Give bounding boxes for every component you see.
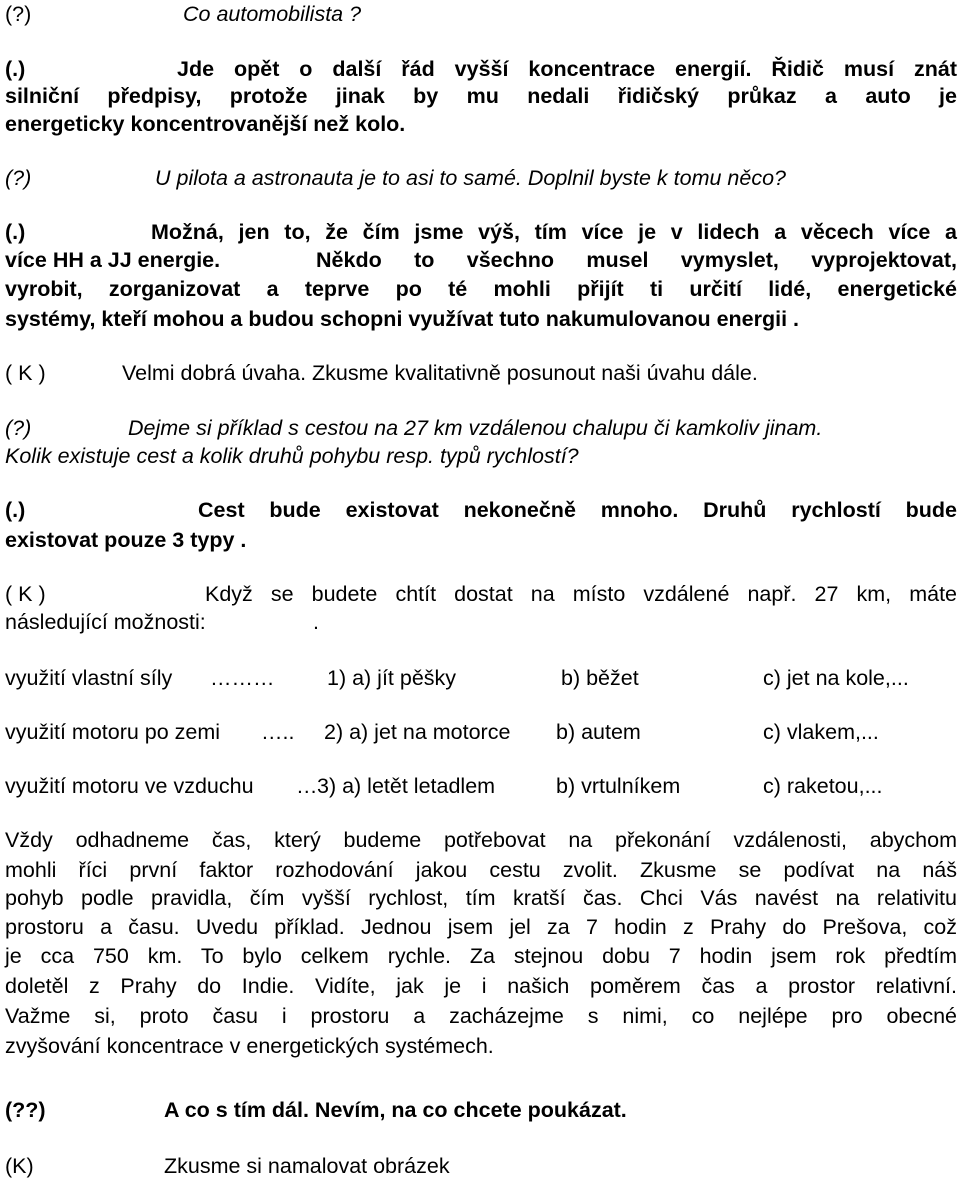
paragraph-line: Vždy odhadneme čas, který budeme potřebovat na překonání vzdálenosti, abychom xyxy=(5,828,957,852)
comment-line xyxy=(5,363,957,385)
answer-line xyxy=(5,250,957,272)
option-a: 3) a) letět letadlem xyxy=(317,774,496,798)
answer-text: Jde opět o další řád vyšší koncentrace energií. Řidič musí znát xyxy=(177,57,957,81)
answer-line: existovat pouze 3 typy . xyxy=(5,528,247,552)
answer-line: systémy, kteří mohou a budou schopni využívat tuto nakumulovanou energii . xyxy=(5,307,800,331)
question-text: U pilota a astronauta je to asi to samé. Doplnil byste k tomu něco? xyxy=(155,166,787,190)
question-line: Kolik existuje cest a kolik druhů pohybu resp. typů rychlostí? xyxy=(5,444,579,468)
paragraph-line: mohli říci první faktor rozhodování jakou cestu zvolit. Zkusme se podívat na náš xyxy=(5,858,957,882)
comment-line xyxy=(5,1156,957,1178)
option-row xyxy=(5,776,957,798)
option-b: b) běžet xyxy=(561,666,639,690)
answer-marker: (.) xyxy=(5,498,26,522)
option-label: využití motoru ve vzduchu xyxy=(5,774,254,798)
option-c: c) jet na kole,... xyxy=(763,666,909,690)
option-a: 2) a) jet na motorce xyxy=(324,720,511,744)
answer-marker: (.) xyxy=(5,57,26,81)
paragraph-line: prostoru a času. Uvedu příklad. Jednou jsem jel za 7 hodin z Prahy do Prešova, což xyxy=(5,915,957,939)
option-dots: … xyxy=(296,774,318,798)
comment-line xyxy=(5,584,957,606)
comment-text: . xyxy=(313,610,319,634)
question-marker: (?) xyxy=(5,166,32,190)
option-dots: ….. xyxy=(261,720,295,744)
comment-text: Když se budete chtít dostat na místo vzdálené např. 27 km, máte xyxy=(205,582,957,606)
question-text: Co automobilista ? xyxy=(183,2,362,26)
comment-marker: ( K ) xyxy=(5,361,46,385)
option-row xyxy=(5,668,957,690)
option-a: 1) a) jít pěšky xyxy=(327,666,457,690)
comment-marker: ( K ) xyxy=(5,582,46,606)
comment-text: Velmi dobrá úvaha. Zkusme kvalitativně posunout naši úvahu dále. xyxy=(122,361,758,385)
question-marker: (?) xyxy=(5,416,32,440)
option-label: využití vlastní síly xyxy=(5,666,173,690)
comment-line xyxy=(5,612,957,634)
option-b: b) autem xyxy=(556,720,641,744)
option-b: b) vrtulníkem xyxy=(556,774,681,798)
question-line xyxy=(5,168,957,190)
answer-line xyxy=(5,222,957,244)
question-marker: (??) xyxy=(5,1098,46,1122)
paragraph-line: Važme si, proto času i prostoru a zacházejme s nimi, co nejlépe pro obecné xyxy=(5,1004,957,1028)
question-text: Dejme si příklad s cestou na 27 km vzdálenou chalupu či kamkoliv jinam. xyxy=(128,416,823,440)
answer-line: vyrobit, zorganizovat a teprve po té mohli přijít ti určití lidé, energetické xyxy=(5,277,957,301)
option-c: c) raketou,... xyxy=(763,774,883,798)
question-line xyxy=(5,4,957,26)
answer-marker: (.) xyxy=(5,220,26,244)
paragraph-line: je cca 750 km. To bylo celkem rychle. Za stejnou dobu 7 hodin jsem rok předtím xyxy=(5,944,957,968)
question-text: A co s tím dál. Nevím, na co chcete poukázat. xyxy=(164,1098,627,1122)
comment-text: Zkusme si namalovat obrázek xyxy=(164,1154,450,1178)
answer-text: více HH a JJ energie. xyxy=(5,248,221,272)
answer-line xyxy=(5,59,957,81)
answer-text: Někdo to všechno musel vymyslet, vyprojektovat, xyxy=(316,248,957,272)
paragraph-line: doletěl z Prahy do Indie. Vidíte, jak je i našich poměrem čas a prostor relativní. xyxy=(5,974,957,998)
answer-text: Cest bude existovat nekonečně mnoho. Druhů rychlostí bude xyxy=(198,498,957,522)
question-marker: (?) xyxy=(5,2,32,26)
comment-text: následující možnosti: xyxy=(5,610,206,634)
paragraph-line: pohyb podle pravidla, čím vyšší rychlost, tím kratší čas. Chci Vás navést na relativitu xyxy=(5,886,957,910)
option-c: c) vlakem,... xyxy=(763,720,879,744)
comment-marker: (K) xyxy=(5,1154,34,1178)
answer-line: energeticky koncentrovanější než kolo. xyxy=(5,112,406,136)
option-dots: ……… xyxy=(210,666,275,690)
option-label: využití motoru po zemi xyxy=(5,720,221,744)
answer-line xyxy=(5,500,957,522)
option-row xyxy=(5,722,957,744)
question-line xyxy=(5,1100,957,1122)
paragraph-line: zvyšování koncentrace v energetických systémech. xyxy=(5,1034,494,1058)
question-line xyxy=(5,418,957,440)
answer-text: Možná, jen to, že čím jsme výš, tím více je v lidech a věcech více a xyxy=(151,220,957,244)
answer-line: silniční předpisy, protože jinak by mu nedali řidičský průkaz a auto je xyxy=(5,84,957,108)
